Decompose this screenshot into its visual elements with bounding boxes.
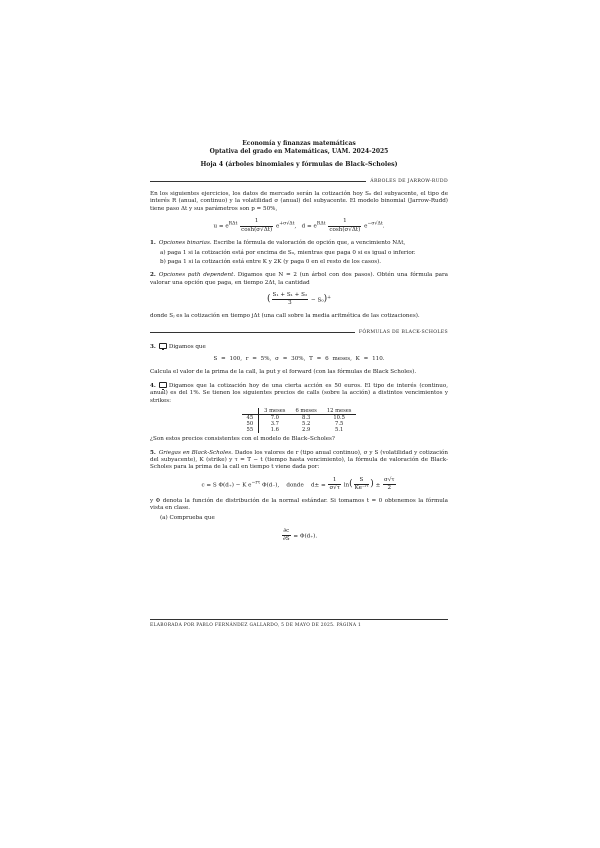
program-title: Optativa del grado en Matemáticas, UAM. 2024-2025: [209, 147, 389, 155]
fraction-denominator: cosh(σ√Δt): [329, 226, 361, 233]
path-dependent-formula: [150, 292, 448, 308]
table-cell: 5.2: [302, 421, 311, 428]
ln-fraction: [354, 477, 370, 493]
section-rule: [150, 181, 366, 182]
delta-formula: [150, 528, 448, 544]
right-paren: ): [323, 294, 328, 305]
fraction-numerator: 1: [328, 477, 340, 485]
formula-main: c = S Φ(d₊) − K e: [201, 482, 252, 489]
table-header-cell: 6 meses: [290, 408, 321, 415]
formula-u-fraction: [240, 218, 273, 234]
formula-end: .: [382, 223, 385, 230]
problem-4-statement: [150, 382, 448, 405]
problem-1: [150, 240, 448, 266]
problem-text: Digamos que la cotización hoy de una cierta acción es 50 euros. El tipo de interés (continuo, anual) es del 1%. Se tienen los siguientes precios de calls (sobre la acción) a distintos vencimientos y strikes:: [150, 382, 448, 404]
problem-3-question: Calcula el valor de la prima de la call, la put y el forward (con las fórmulas de Black Scholes).: [150, 368, 417, 375]
formula-main-tail: Φ(d₋),: [261, 482, 280, 489]
problem-3: [150, 343, 448, 376]
page-footer: ELABORADA POR PABLO FERNÁNDEZ GALLARDO, 5 DE MAYO DE 2025. PÁGINA 1: [150, 619, 448, 628]
problem-5: [150, 450, 448, 544]
section-header-jarrow-rudd: [150, 178, 448, 185]
call-prices-table: [242, 408, 357, 433]
problem-title: Griegas en Black-Scholes.: [158, 449, 233, 456]
section-heading: ÁRBOLES DE JARROW-RUDD: [370, 178, 448, 184]
sheet-title: Hoja 4 (árboles binomiales y fórmulas de Black–Scholes): [200, 161, 398, 169]
problem-5-after: y Φ denota la función de distribución de la normal estándar. Si tomamos t = 0 obtenemos la fórmula vista en clase.: [150, 497, 448, 511]
table-cell: 3.7: [270, 421, 279, 428]
right-paren: ): [370, 478, 374, 489]
problem-text: Digamos que: [168, 343, 206, 350]
formula-d-exp: RΔt: [316, 221, 326, 227]
problem-2: [150, 272, 448, 320]
problem-number: 1.: [150, 240, 156, 247]
problem-2-statement: [150, 272, 448, 287]
section-header-black-scholes: [150, 329, 448, 336]
formula-u-lhs: u = e: [213, 223, 229, 230]
problem-4: [150, 382, 448, 444]
problem-3-intro: [150, 343, 448, 351]
problem-text: Digamos que N = 2 (un árbol con dos pasos). Obtén una fórmula para valorar una opción que paga, en tiempo 2Δt, la cantidad: [150, 272, 448, 286]
list-item: (a) Comprueba que: [160, 515, 215, 522]
section-intro: En los siguientes ejercicios, los datos de mercado serán la cotización hoy S₀ del subyacente, el tipo de interés R (anual, continuo) y la volatilidad σ (anual) del subyacente. El modelo binomial (Jarrow-Rudd) tiene paso Δt y sus parámetros son p = 50%,: [150, 191, 448, 212]
problem-2-after: donde Sⱼ es la cotización en tiempo jΔt (una call sobre la media aritmética de las cotizaciones).: [150, 312, 420, 319]
average-fraction: [272, 292, 309, 308]
problem-title: Opciones path dependent.: [158, 272, 236, 279]
formula-d-exp2: −σ√Δt: [367, 221, 383, 227]
black-scholes-formula: [150, 477, 448, 493]
table-cell: 8.3: [302, 415, 311, 422]
fraction-numerator: 1: [328, 218, 361, 226]
fraction-denominator: σ√τ: [329, 485, 340, 492]
formula-ln: ln: [343, 482, 350, 489]
problem-number: 3.: [150, 343, 156, 350]
table-header-cell: 12 meses: [322, 408, 357, 415]
document-page: [150, 140, 448, 549]
table-cell: 45: [242, 415, 259, 422]
problem-5-items: [160, 515, 448, 522]
table-cell: 7.5: [335, 421, 344, 428]
formula-where: donde: [286, 482, 304, 489]
fraction-denominator: cosh(σ√Δt): [241, 226, 273, 233]
problem-number: 4.: [150, 382, 156, 389]
formula-pm: ±: [375, 482, 381, 489]
fraction-numerator: S: [354, 477, 370, 485]
problem-text: Dados los valores de r (tipo anual continuo), σ y S (volatilidad y cotización del subyacente), K (strike) y τ = T − t (tiempo hasta vencimiento), la fórmula de valoración de Black-Scholes para la prima de la call en tiempo t viene dada por:: [150, 449, 448, 471]
formula-tail: − S₀: [311, 297, 324, 304]
formula-d-fraction: [328, 218, 361, 234]
table-cell: 7.0: [270, 415, 279, 422]
problem-5-statement: [150, 450, 448, 472]
problem-3-data: S = 100, r = 5%, σ = 30%, T = 6 meses, K = 110.: [213, 356, 385, 363]
problem-text: Escribe la fórmula de valoración de opción que, a vencimiento NΔt,: [211, 240, 406, 247]
list-item: a) paga 1 si la cotización está por encima de S₀, mientras que paga 0 si es igual o inferior.: [160, 250, 416, 257]
formula-main-exp: −rτ: [251, 480, 261, 486]
list-item: b) paga 1 si la cotización está entre K y 2K (y paga 0 en el resto de los casos).: [160, 258, 382, 265]
table-cell: 55: [242, 427, 259, 433]
problem-number: 5.: [150, 449, 156, 456]
fraction-numerator: 1: [240, 218, 273, 226]
problem-title: Opciones binarias.: [158, 240, 212, 247]
fraction-denominator: 2: [387, 485, 392, 492]
fraction-numerator: ∂c: [282, 528, 291, 536]
formula-d-lhs: d = e: [301, 223, 317, 230]
fraction-denominator: 3: [288, 300, 292, 307]
table-cell: 2.9: [302, 427, 311, 434]
left-paren: (: [267, 294, 271, 305]
section-rule: [150, 332, 355, 333]
problem-1-statement: [150, 240, 448, 247]
jarrow-rudd-formula: $u = e^{R\Delta t}$ $\frac{1}{\cosh(\sigma√\Delta t)}$ $e^{+\sigma√\Delta t}$, $d = e^{R\Delta t}$ $\frac{1}{\cosh(\sigma√\Delta t)}$ $e^{-\sigma√\Delta t}$.: [213, 218, 385, 233]
section-heading: FÓRMULAS DE BLACK-SCHOLES: [358, 330, 448, 336]
table-cell: 50: [242, 421, 259, 427]
partial-fraction: [282, 528, 291, 544]
course-title: Economía y finanzas matemáticas: [242, 140, 356, 147]
fraction-denominator: Ke⁻ʳᵗ: [354, 485, 369, 492]
fraction-numerator: σ√τ: [383, 477, 395, 485]
formula-u-exp: RΔt: [228, 221, 238, 227]
table-cell: 10.5: [333, 415, 345, 422]
left-paren: (: [349, 478, 353, 489]
table-row: [242, 427, 357, 433]
formula-rhs: = Φ(d₊).: [293, 533, 318, 540]
problem-1-items: [160, 250, 448, 266]
problem-4-question: ¿Son estos precios consistentes con el modelo de Black–Scholes?: [150, 436, 335, 443]
fraction-denominator: ∂S: [282, 536, 290, 543]
problem-number: 2.: [150, 272, 156, 279]
table-cell: 5.1: [335, 427, 344, 434]
fraction-numerator: S₁ + S₁ + S₂: [272, 292, 309, 300]
computer-icon: [159, 343, 167, 349]
sigma-fraction: [383, 477, 395, 493]
d-fraction: [328, 477, 340, 493]
table-cell: 1.6: [270, 427, 279, 434]
formula-d-lhs: d± =: [310, 482, 326, 489]
table-header-cell: 3 meses: [259, 408, 291, 415]
computer-icon: [159, 382, 167, 388]
formula-sup: +: [327, 295, 331, 301]
formula-u-exp2: +σ√Δt: [279, 221, 295, 227]
